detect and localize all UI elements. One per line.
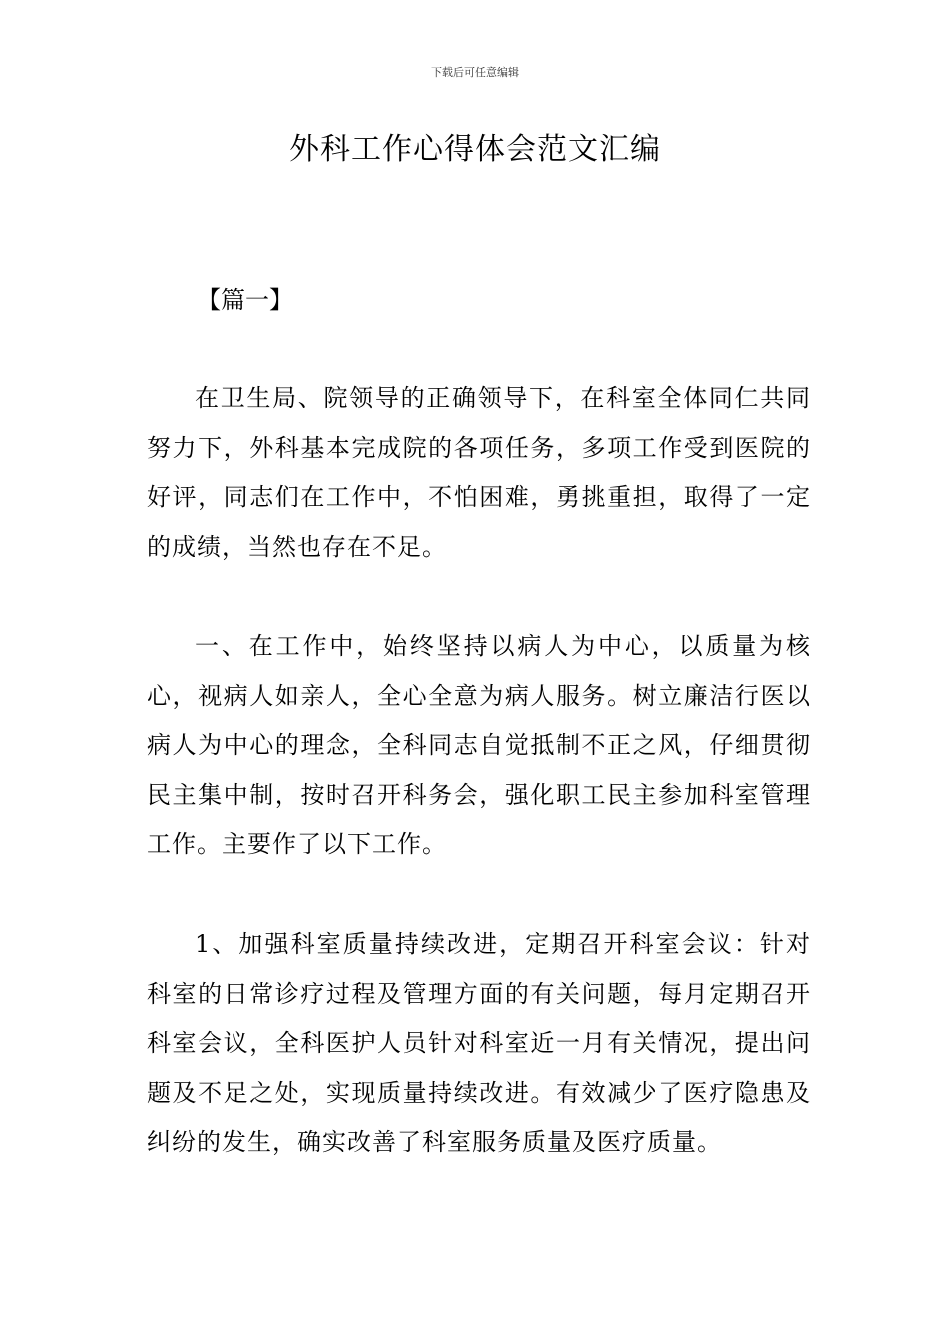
- section-heading: 【篇一】: [197, 286, 293, 314]
- body-paragraph-1: 在卫生局、院领导的正确领导下，在科室全体同仁共同努力下，外科基本完成院的各项任务，多项工作受到医院的好评，同志们在工作中，不怕困难，勇挑重担，取得了一定的成绩，当然也存在不足。: [147, 384, 811, 561]
- header-note: 下载后可任意编辑: [431, 66, 519, 79]
- document-title: 外科工作心得体会范文汇编: [289, 132, 661, 167]
- body-paragraph-3: 1、加强科室质量持续改进，定期召开科室会议：针对科室的日常诊疗过程及管理方面的有关问题，每月定期召开科室会议，全科医护人员针对科室近一月有关情况，提出问题及不足之处，实现质量持续改进。有效减少了医疗隐患及纠纷的发生，确实改善了科室服务质量及医疗质量。: [147, 930, 811, 1156]
- body-paragraph-2: 一、在工作中，始终坚持以病人为中心，以质量为核心，视病人如亲人，全心全意为病人服务。树立廉洁行医以病人为中心的理念，全科同志自觉抵制不正之风，仔细贯彻民主集中制，按时召开科务会，强化职工民主参加科室管理工作。主要作了以下工作。: [147, 632, 811, 858]
